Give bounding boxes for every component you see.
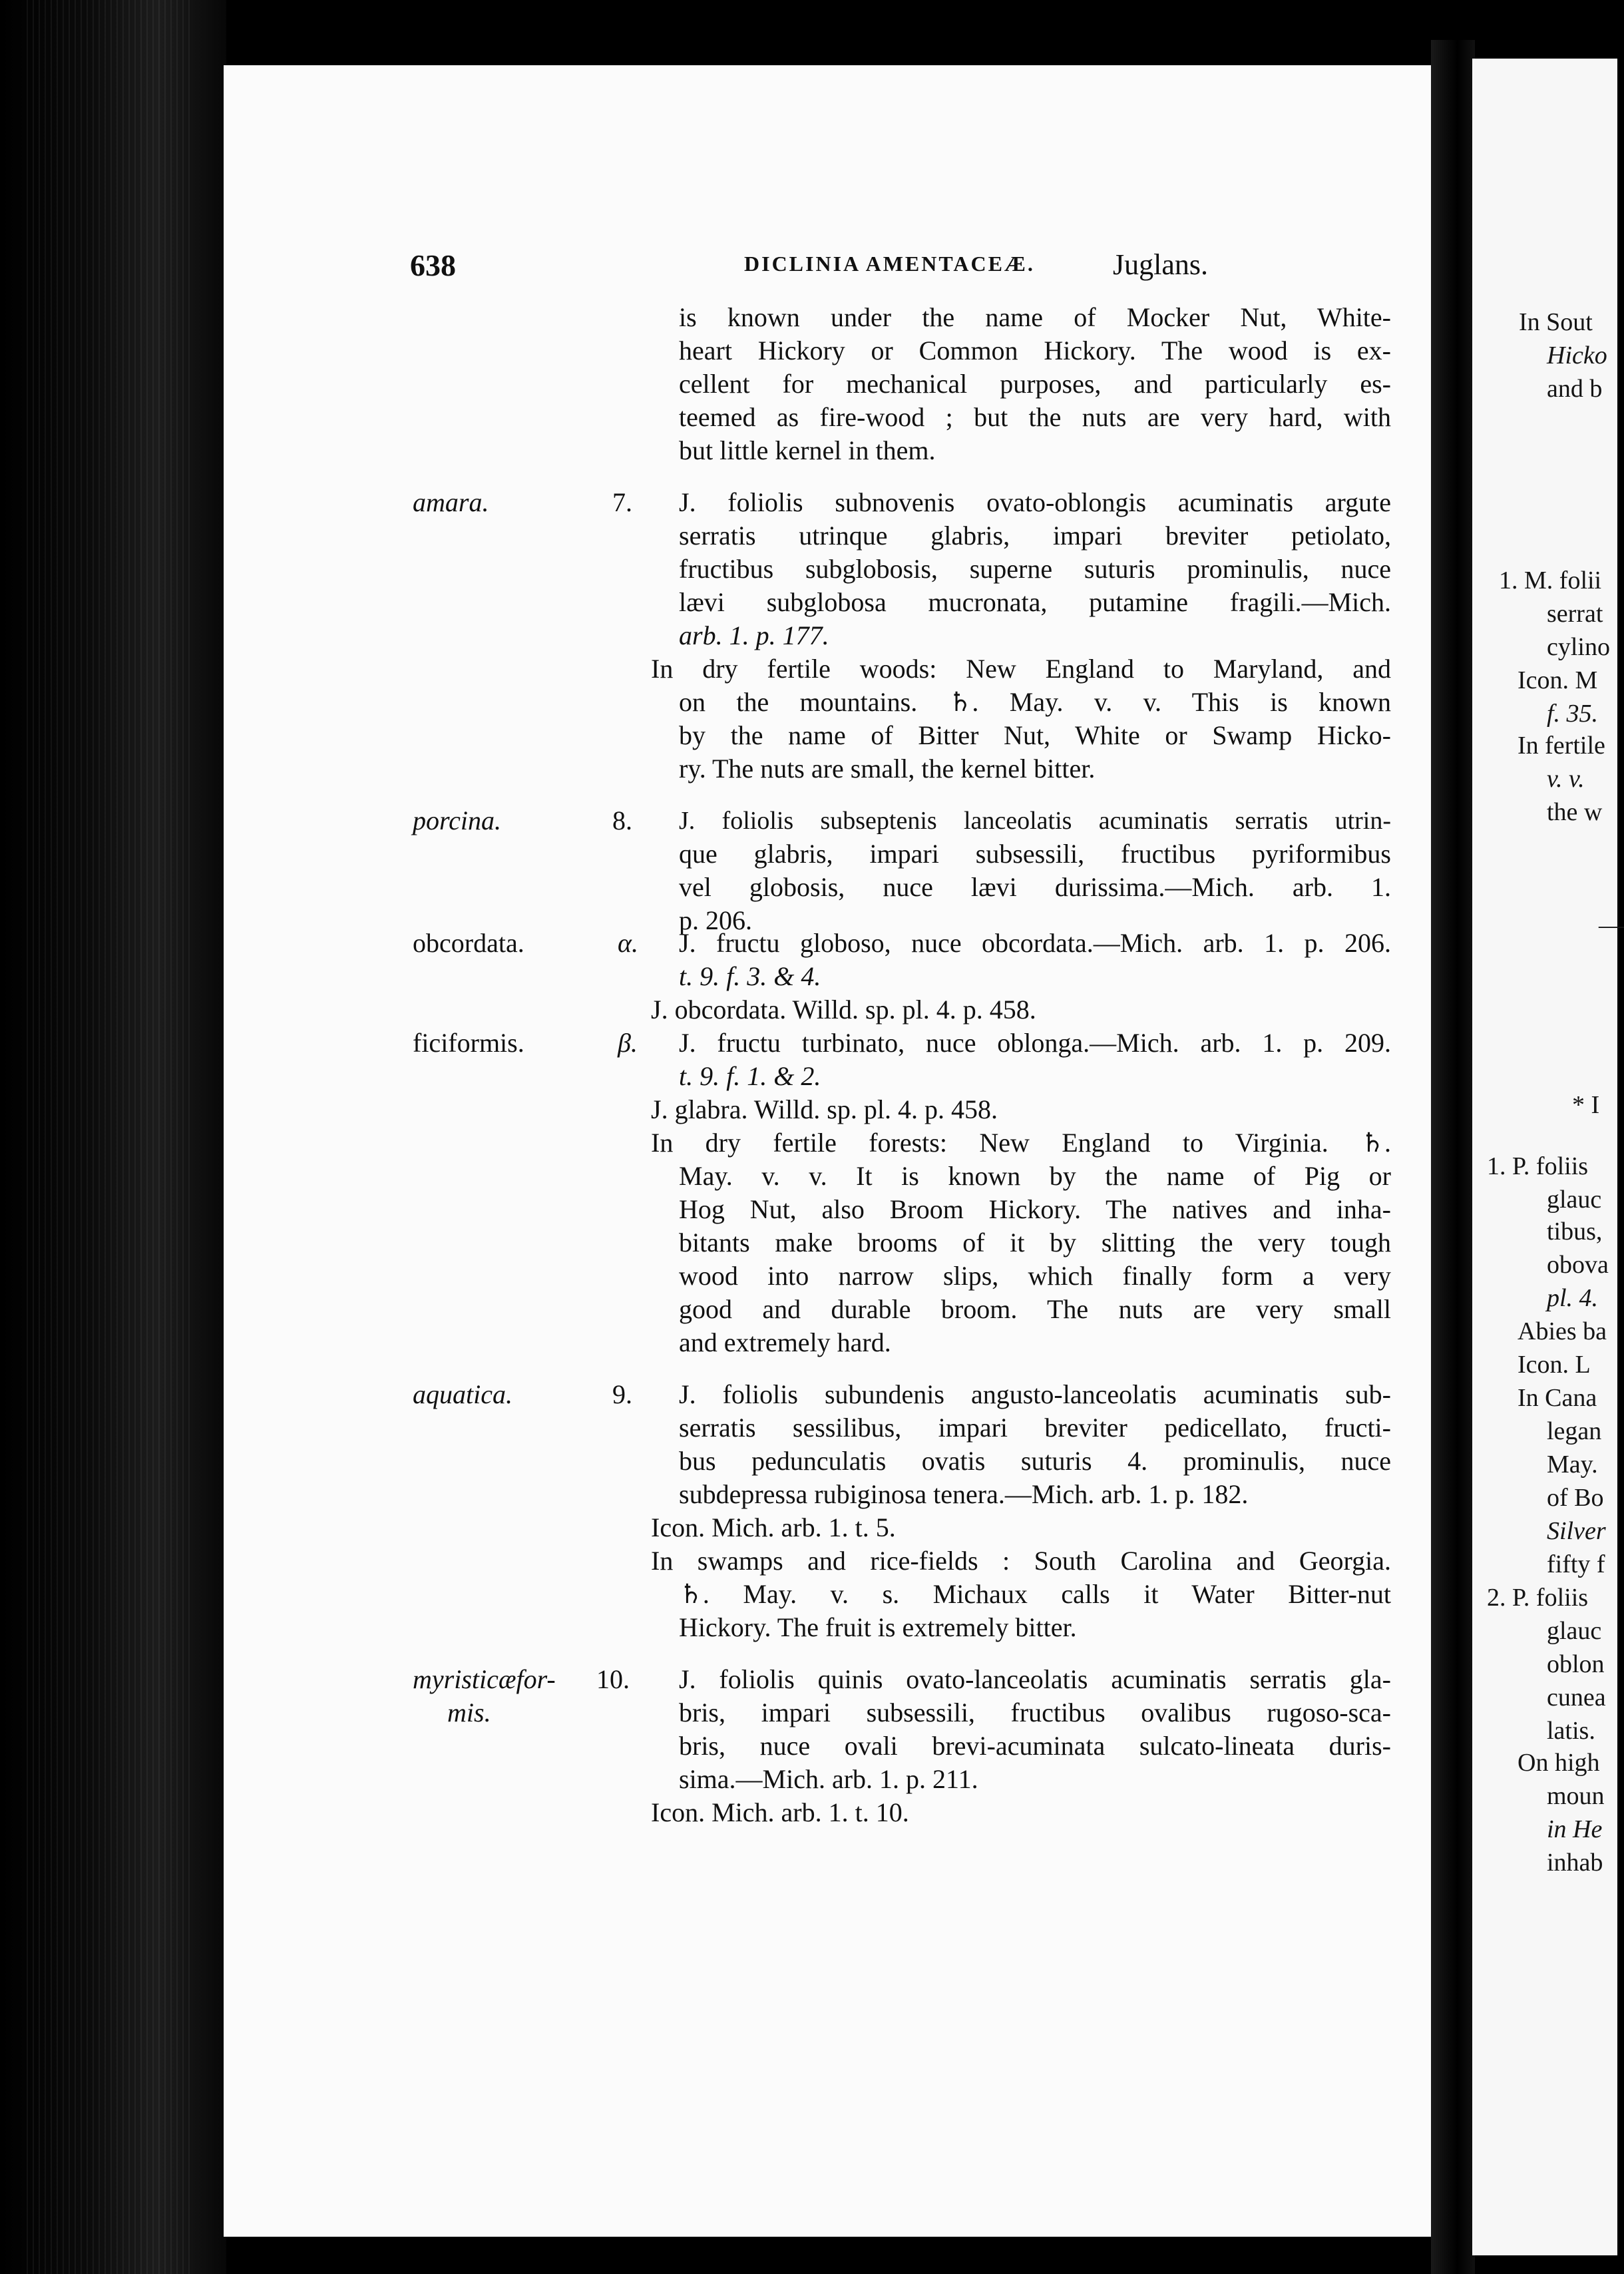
next-page-line: Abies ba	[1518, 1317, 1607, 1345]
habitat-line: Hog Nut, also Broom Hickory. The natives and inha-	[679, 1194, 1391, 1224]
species-name-aquatica: aquatica.	[413, 1379, 512, 1409]
next-page-line: legan	[1547, 1417, 1602, 1445]
species-number: 9.	[612, 1379, 632, 1409]
text-line: vel globosis, nuce lævi durissima.—Mich. arb. 1.	[679, 872, 1391, 902]
habitat-line: Hickory. The fruit is extremely bitter.	[679, 1612, 1077, 1642]
habitat-line: May. v. v. It is known by the name of Pig or	[679, 1161, 1391, 1191]
next-page-line: cylino	[1547, 633, 1610, 661]
text-line: J. fructu globoso, nuce obcordata.—Mich. arb. 1. p. 206.	[679, 928, 1391, 958]
text-line: arb. 1. p. 177.	[679, 620, 829, 650]
icon-reference: Icon. Mich. arb. 1. t. 5.	[651, 1512, 896, 1542]
next-page-line: tibus,	[1547, 1218, 1603, 1246]
text-line: J. foliolis subundenis angusto-lanceolatis acuminatis sub-	[679, 1379, 1391, 1409]
species-name-continuation: mis.	[447, 1698, 491, 1727]
variety-letter: α.	[618, 928, 638, 958]
text-line: que glabris, impari subsessili, fructibus pyriformibus	[679, 839, 1391, 869]
running-head	[0, 248, 1617, 288]
next-page-line: * I	[1572, 1091, 1600, 1119]
next-page-line: inhab	[1547, 1849, 1603, 1877]
species-name-myristicaeformis: myristicæfor-	[413, 1664, 556, 1694]
species-number: 8.	[612, 805, 632, 835]
next-page-line: oblon	[1547, 1650, 1605, 1678]
habitat-line: bitants make brooms of it by slitting the very tough	[679, 1228, 1391, 1257]
text-line: J. foliolis subnovenis ovato-oblongis acuminatis argute	[679, 487, 1391, 517]
next-page-line: On high	[1518, 1749, 1600, 1777]
variety-name-ficiformis: ficiformis.	[413, 1028, 524, 1058]
next-page-line: and b	[1547, 375, 1603, 403]
next-page-line: 2. P. foliis	[1487, 1584, 1589, 1612]
next-page-line: 1. P. foliis	[1487, 1152, 1589, 1180]
habitat-line: ry. The nuts are small, the kernel bitter.	[679, 754, 1096, 784]
text-line: serratis sessilibus, impari breviter pedicellato, fructi-	[679, 1413, 1391, 1443]
next-page-line: latis.	[1547, 1717, 1595, 1745]
next-page-line: of Bo	[1547, 1484, 1604, 1512]
running-genus: Juglans.	[1113, 248, 1208, 281]
text-line: bus pedunculatis ovatis suturis 4. prominulis, nuce	[679, 1446, 1391, 1476]
species-number: 10.	[596, 1664, 630, 1694]
next-page-line: Hicko	[1547, 341, 1607, 369]
text-line: t. 9. f. 3. & 4.	[679, 961, 821, 991]
next-page-line: in He	[1547, 1815, 1603, 1843]
next-page-line: the w	[1547, 798, 1603, 826]
icon-reference: Icon. Mich. arb. 1. t. 10.	[651, 1797, 909, 1827]
next-page-line: glauc	[1547, 1186, 1602, 1214]
next-page-line: In fertile	[1518, 732, 1605, 760]
binding-texture	[27, 0, 193, 2274]
text-line: subdepressa rubiginosa tenera.—Mich. arb. 1. p. 182.	[679, 1479, 1249, 1509]
text-line: t. 9. f. 1. & 2.	[679, 1061, 821, 1091]
text-line: serratis utrinque glabris, impari breviter petiolato,	[679, 521, 1391, 551]
text-line: lævi subglobosa mucronata, putamine fragili.—Mich.	[679, 587, 1391, 617]
text-line: teemed as fire-wood ; but the nuts are very hard, with	[679, 402, 1391, 432]
habitat-line: wood into narrow slips, which finally form a very	[679, 1261, 1391, 1291]
next-page-line: fifty f	[1547, 1550, 1605, 1578]
next-page-line: cunea	[1547, 1684, 1606, 1711]
next-page-line: —	[1599, 911, 1624, 939]
next-page-line: Icon. L	[1518, 1351, 1591, 1379]
next-page-line: In Cana	[1518, 1384, 1597, 1412]
book-gutter	[1431, 40, 1475, 2274]
variety-name-obcordata: obcordata.	[413, 928, 524, 958]
text-line: cellent for mechanical purposes, and particularly es-	[679, 369, 1391, 399]
species-name-porcina: porcina.	[413, 805, 501, 835]
next-page-line: serrat	[1547, 600, 1603, 628]
habitat-line: In dry fertile forests: New England to Virginia. ♄.	[651, 1128, 1391, 1158]
next-page-line: Icon. M	[1518, 666, 1598, 694]
text-line: bris, impari subsessili, fructibus ovalibus rugoso-sca-	[679, 1698, 1391, 1727]
habitat-line: good and durable broom. The nuts are very small	[679, 1294, 1391, 1324]
next-page-line: 1. M. folii	[1499, 567, 1602, 594]
next-page-line: moun	[1547, 1782, 1605, 1810]
habitat-line: In dry fertile woods: New England to Maryland, and	[651, 654, 1391, 684]
habitat-line: and extremely hard.	[679, 1327, 891, 1357]
text-line: J. foliolis subseptenis lanceolatis acuminatis serratis utrin-	[679, 807, 1391, 835]
text-line: J. fructu turbinato, nuce oblonga.—Mich. arb. 1. p. 209.	[679, 1028, 1391, 1058]
running-title: DICLINIA AMENTACEÆ.	[744, 252, 1035, 276]
species-number: 7.	[612, 487, 632, 517]
page-number: 638	[410, 248, 456, 282]
habitat-line: by the name of Bitter Nut, White or Swamp Hicko-	[679, 720, 1391, 750]
text-line: is known under the name of Mocker Nut, White-	[679, 302, 1391, 332]
text-line: but little kernel in them.	[679, 435, 936, 465]
next-page-line: pl. 4.	[1547, 1284, 1599, 1312]
next-page-line: May.	[1547, 1451, 1598, 1478]
text-line: sima.—Mich. arb. 1. p. 211.	[679, 1764, 978, 1794]
next-page-fragment	[1472, 59, 1624, 2255]
next-page-line: glauc	[1547, 1617, 1602, 1645]
next-page-line: v. v.	[1547, 765, 1585, 793]
text-line: heart Hickory or Common Hickory. The wood is ex-	[679, 336, 1391, 365]
variety-letter: β.	[618, 1028, 638, 1058]
text-line: p. 206.	[679, 905, 752, 935]
synonym-line: J. glabra. Willd. sp. pl. 4. p. 458.	[651, 1094, 998, 1124]
text-line: J. foliolis quinis ovato-lanceolatis acuminatis serratis gla-	[679, 1664, 1391, 1694]
habitat-line: In swamps and rice-fields : South Carolina and Georgia.	[651, 1546, 1391, 1576]
species-name-amara: amara.	[413, 487, 489, 517]
text-line: bris, nuce ovali brevi-acuminata sulcato-lineata duris-	[679, 1731, 1391, 1761]
synonym-line: J. obcordata. Willd. sp. pl. 4. p. 458.	[651, 995, 1036, 1024]
next-page-line: f. 35.	[1547, 700, 1599, 728]
text-line: fructibus subglobosis, superne suturis prominulis, nuce	[679, 554, 1391, 584]
next-page-line: obova	[1547, 1251, 1609, 1279]
next-page-line: Silver	[1547, 1517, 1606, 1545]
habitat-line: ♄. May. v. s. Michaux calls it Water Bitter-nut	[679, 1579, 1391, 1609]
habitat-line: on the mountains. ♄. May. v. v. This is known	[679, 687, 1391, 717]
next-page-line: In Sout	[1519, 308, 1593, 336]
